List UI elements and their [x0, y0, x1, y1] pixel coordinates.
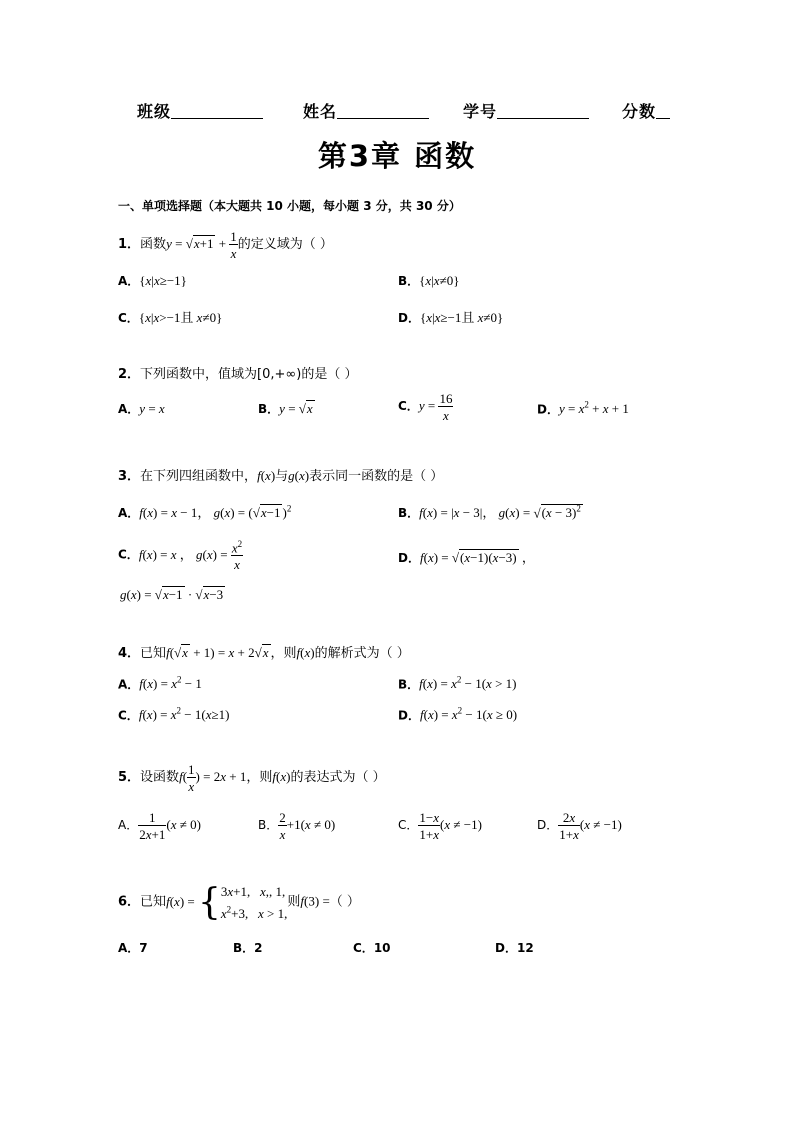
class-blank[interactable] [171, 104, 263, 119]
option-6c[interactable]: C．10 [353, 941, 391, 955]
score-label: 分数 [622, 102, 657, 121]
option-3b[interactable]: B．f(x) = |x − 3|， $g(x) = √(x - 3)^2$ [398, 503, 581, 520]
option-text: $f(x) = x^2 - 1$ [139, 675, 202, 692]
name-field [303, 99, 429, 122]
question-5: 5．设函数f( $\frac{1}{x}$ ) = 2x + 1，则f(x)的表达式为（ ） [118, 762, 386, 794]
option-text: {x|x>−1且 x≠0} [138, 310, 223, 325]
option-text: f(x) = √(x−1)(x−3) ， [419, 550, 535, 565]
option-2c[interactable]: C．y = $\frac{16}{x}$ [398, 391, 453, 423]
option-1d[interactable]: D．{x|x≥−1且 x≠0} [398, 310, 504, 325]
option-4a[interactable]: A．$f(x) = x^2 - 1$ [118, 675, 202, 692]
option-text: $f(x) = x^2 - 1(x > 1)$ [419, 675, 517, 692]
option-text: 12 [516, 941, 534, 955]
option-4b[interactable]: B．$f(x) = x^2 - 1(x > 1)$ [398, 675, 517, 692]
option-5c[interactable]: C． $\frac{1-x}{1+x}$ (x ≠ −1) [398, 810, 482, 842]
question-number: 5． [118, 769, 141, 785]
option-1c[interactable]: C．{x|x>−1且 x≠0} [118, 310, 223, 325]
question-4: 4．已知f(√x + 1) = x + 2√x ，则f(x)的解析式为（ ） [118, 645, 410, 661]
option-text: $y = x^2 + x + 1$ [558, 400, 629, 417]
option-5d[interactable]: D． $\frac{2x}{1+x}$ (x ≠ −1) [537, 810, 622, 842]
question-number: 2． [118, 367, 141, 382]
class-label: 班级 [137, 102, 172, 121]
option-4d[interactable]: D．$f(x) = x^2 - 1(x \ge 0)$ [398, 706, 518, 723]
question-6: 6．已知f(x) = {3x+1, x,, 1, $x^2+3$, x > 1,则f(3) =（ ） [118, 881, 360, 923]
option-text: y = $\frac{16}{x}$ [418, 391, 453, 423]
class-field [137, 99, 263, 122]
option-2b[interactable]: B．y = √x [258, 401, 313, 416]
id-blank[interactable] [497, 104, 589, 119]
id-label: 学号 [463, 102, 498, 121]
question-3: 3．在下列四组函数中，f(x)与g(x)表示同一函数的是（ ） [118, 468, 444, 484]
option-2d[interactable]: D．$y = x^2 + x + 1$ [537, 400, 629, 417]
question-1: 1．函数y = √x+1 + $\frac{1}{x}$ 的定义域为（ ） [118, 229, 333, 261]
option-text: $\frac{1-x}{1+x}$ (x ≠ −1) [419, 810, 482, 842]
option-text: $f(x) = x^2 - 1(x\ge 1)$ [138, 706, 230, 723]
option-text: g(x) = √x−1 · √x−3 [120, 587, 224, 602]
option-text: $\frac{1}{2x+1}$ (x ≠ 0) [139, 810, 201, 842]
formula: y = √x+1 + $\frac{1}{x}$ [166, 229, 237, 261]
option-text: {x|x≥−1且 x≠0} [419, 310, 504, 325]
question-number: 4． [118, 646, 141, 661]
option-5b[interactable]: B． $\frac{2}{x}$ +1(x ≠ 0) [258, 810, 336, 842]
option-text: $\frac{2}{x}$ +1(x ≠ 0) [279, 810, 336, 842]
option-text: 7 [139, 941, 148, 955]
section-heading: 一、单项选择题（本大题共 10 小题，每小题 3 分，共 30 分） [118, 199, 461, 213]
name-label: 姓名 [303, 102, 338, 121]
id-field [463, 99, 589, 122]
name-blank[interactable] [337, 104, 429, 119]
option-6d[interactable]: D．12 [495, 941, 534, 955]
option-3d-continued [120, 587, 225, 603]
option-3d[interactable]: D．f(x) = √(x−1)(x−3) ， [398, 550, 535, 565]
option-text: f(x) = |x − 3|， $g(x) = √(x - 3)^2$ [419, 503, 581, 520]
option-1a[interactable]: A．{x|x≥−1} [118, 273, 187, 288]
question-number: 6． [118, 894, 141, 910]
option-text: {x|x≥−1} [139, 273, 187, 288]
option-1b[interactable]: B．{x|x≠0} [398, 273, 460, 288]
score-field [622, 99, 670, 122]
question-number: 3． [118, 469, 141, 484]
option-3a[interactable]: A．f(x) = x − 1， g(x) = (√x−1 )$^2$ [118, 503, 292, 520]
option-text: $\frac{2x}{1+x}$ (x ≠ −1) [559, 810, 622, 842]
option-text: 10 [373, 941, 391, 955]
option-text: {x|x≠0} [419, 273, 460, 288]
score-blank[interactable] [656, 104, 670, 119]
option-text: 2 [254, 941, 263, 955]
option-4c[interactable]: C．$f(x) = x^2 - 1(x\ge 1)$ [118, 706, 230, 723]
option-5a[interactable]: A． $\frac{1}{2x+1}$ (x ≠ 0) [118, 810, 201, 842]
option-2a[interactable]: A．y = x [118, 401, 165, 416]
option-text: y = √x [279, 401, 313, 416]
question-number: 1． [118, 236, 141, 252]
option-text: f(x) = x ， g(x) = $\frac{x^2}{x}$ [138, 539, 243, 573]
option-text: y = x [139, 401, 165, 416]
option-6b[interactable]: B．2 [233, 941, 263, 955]
option-3c[interactable]: C．f(x) = x ， g(x) = $\frac{x^2}{x}$ [118, 539, 243, 573]
option-text: f(x) = x − 1， g(x) = (√x−1 )$^2$ [139, 503, 292, 520]
option-text: $f(x) = x^2 - 1(x \ge 0)$ [419, 706, 518, 723]
question-2: 2．下列函数中，值域为[0,+∞)的是（ ） [118, 367, 358, 382]
option-6a[interactable]: A．7 [118, 941, 148, 955]
page-title: 第3章 函数 [317, 139, 477, 173]
